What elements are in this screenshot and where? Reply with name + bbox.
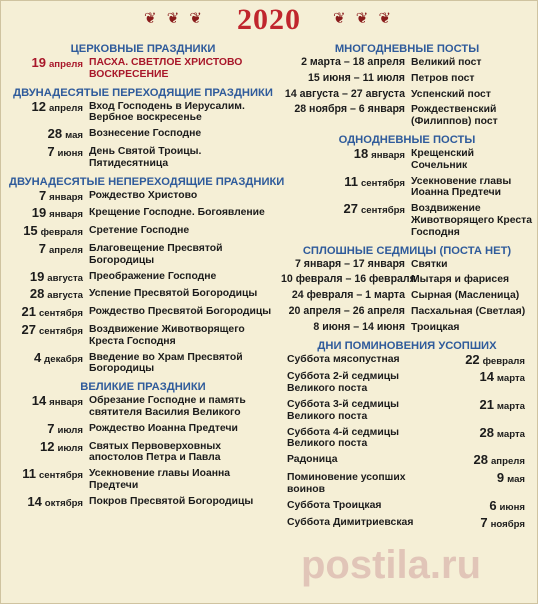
date-range: 14 августа – 27 августа — [284, 87, 405, 100]
date-range: 2 марта – 18 апреля — [301, 56, 405, 68]
month: апреля — [48, 59, 83, 70]
holiday-name: Преображение Господне — [89, 270, 217, 282]
list-item — [281, 424, 533, 451]
day: 28 — [29, 286, 45, 302]
month: марта — [496, 373, 525, 385]
day: 28 — [473, 452, 489, 468]
section-title: МНОГОДНЕВНЫЕ ПОСТЫ — [334, 43, 480, 55]
oneday-fasts-section — [281, 132, 533, 239]
holiday-name: Обрезание Господне и память святителя Василия Великого — [89, 395, 246, 418]
list-item — [281, 306, 533, 318]
day: 21 — [21, 304, 37, 320]
day: 7 — [38, 240, 47, 256]
month: марта — [496, 400, 525, 412]
list-item — [9, 438, 277, 465]
day: 14 — [479, 369, 494, 385]
list-item — [9, 268, 277, 285]
list-item — [9, 98, 277, 125]
month: января — [49, 209, 83, 221]
fast-name: Воздвижение Животворящего Креста Господня — [411, 203, 533, 238]
memorial-name: Суббота Димитриевская — [287, 517, 414, 529]
list-item — [9, 187, 277, 204]
ornament-left: ❦ ❦ ❦ — [143, 10, 205, 27]
week-name: Святки — [411, 258, 448, 270]
day: 18 — [353, 145, 369, 161]
month: июля — [57, 442, 83, 454]
section-title: ДНИ ПОМИНОВЕНИЯ УСОПШИХ — [317, 339, 497, 352]
day: 7 — [480, 515, 488, 531]
list-item — [281, 396, 533, 423]
day: 27 — [21, 321, 37, 337]
day: 28 — [479, 424, 494, 440]
list-item — [9, 143, 277, 170]
date-range: 7 января – 17 января — [294, 257, 405, 270]
section-title: ЦЕРКОВНЫЕ ПРАЗДНИКИ — [70, 43, 216, 55]
memorial-name: Суббота Троицкая — [287, 499, 382, 511]
week-name: Троицкая — [411, 321, 460, 333]
month: мая — [507, 473, 525, 485]
holiday-name: Рождество Христово — [89, 189, 198, 201]
month: апреля — [48, 244, 83, 256]
day: 7 — [47, 420, 55, 436]
section-title: ДВУНАДЕСЯТЫЕ НЕПЕРЕХОДЯЩИЕ ПРАЗДНИКИ — [9, 175, 285, 188]
list-item — [281, 469, 533, 496]
holiday-name: Воздвижение Животворящего Креста Господня — [89, 323, 245, 347]
week-name: Мытаря и фарисея — [411, 274, 510, 286]
holiday-name: Сретение Господне — [89, 225, 190, 237]
list-item — [9, 493, 277, 510]
date-range: 24 февраля – 1 марта — [291, 289, 405, 302]
day: 22 — [465, 351, 480, 367]
day: 6 — [489, 497, 497, 513]
holiday-name: Рождество Иоанна Предтечи — [89, 422, 238, 434]
list-item — [9, 207, 277, 221]
holiday-name: ПАСХА. СВЕТЛОЕ ХРИСТОВО ВОСКРЕСЕНИЕ — [89, 57, 243, 80]
movable-feasts-section — [9, 85, 277, 170]
holiday-name: Святых Первоверховных апостолов Петра и Павла — [89, 440, 222, 464]
list-item — [281, 517, 533, 531]
list-item — [281, 89, 533, 101]
day: 14 — [27, 493, 42, 509]
month: января — [371, 149, 405, 161]
list-item — [281, 203, 533, 238]
list-item — [281, 57, 533, 69]
month: сентября — [38, 325, 83, 337]
list-item — [9, 57, 277, 81]
holiday-name: Введение во Храм Пресвятой Богородицы — [89, 351, 243, 375]
week-name: Пасхальная (Светлая) — [411, 305, 526, 317]
day: 19 — [31, 205, 47, 221]
month: ноября — [490, 519, 525, 531]
list-item — [281, 274, 533, 286]
list-item — [281, 322, 533, 334]
day: 12 — [40, 438, 55, 454]
section-title: ВЕЛИКИЕ ПРАЗДНИКИ — [80, 381, 206, 394]
month: декабря — [44, 353, 83, 365]
month: октября — [44, 497, 83, 509]
list-item — [9, 306, 277, 320]
month: апреля — [48, 102, 83, 114]
holiday-name: Вход Господень в Иерусалим. Вербное воскресенье — [89, 100, 245, 124]
year-title: 2020 — [237, 3, 301, 36]
month: июля — [57, 424, 83, 436]
day: 11 — [22, 466, 37, 482]
month: апреля — [490, 456, 525, 468]
month: февраля — [482, 355, 525, 367]
list-item — [9, 395, 277, 419]
date-range: 15 июня – 11 июля — [308, 71, 405, 84]
list-item — [9, 468, 277, 492]
fast-name: Петров пост — [411, 72, 475, 84]
holiday-name: Вознесение Господне — [89, 128, 202, 140]
day: 14 — [31, 393, 47, 409]
month: июня — [57, 147, 83, 159]
fast-name: Успенский пост — [411, 88, 491, 100]
right-column — [281, 41, 533, 535]
day: 27 — [343, 201, 359, 217]
memorial-name: Суббота мясопустная — [287, 353, 400, 365]
date-range: 10 февраля – 16 февраля — [281, 273, 416, 286]
list-item — [9, 240, 277, 267]
solid-weeks-section — [281, 243, 533, 334]
month: января — [49, 397, 83, 409]
section-title: ДВУНАДЕСЯТЫЕ ПЕРЕХОДЯЩИЕ ПРАЗДНИКИ — [13, 86, 273, 99]
day: 15 — [23, 223, 38, 239]
list-item — [281, 259, 533, 271]
header — [1, 1, 537, 35]
memorial-name: Суббота 4-й седмицы Великого поста — [287, 426, 399, 450]
fast-name: Усекновение главы Иоанна Предтечи — [411, 175, 512, 199]
list-item — [281, 371, 533, 395]
holiday-name: Усекновение главы Иоанна Предтечи — [89, 468, 231, 491]
memorial-name: Радоница — [287, 454, 338, 466]
fast-name: Крещенский Сочельник — [411, 147, 475, 171]
day: 7 — [38, 187, 47, 203]
month: января — [49, 191, 83, 203]
memorial-days-section — [281, 338, 533, 532]
church-holidays-section — [9, 41, 277, 81]
day: 4 — [33, 349, 42, 365]
month: марта — [496, 428, 525, 440]
memorial-name: Поминовение усопших воинов — [287, 471, 406, 495]
fast-name: Великий пост — [411, 57, 482, 68]
day: 9 — [496, 469, 505, 485]
holiday-name: Крещение Господне. Богоявление — [89, 207, 265, 219]
holiday-name: Успение Пресвятой Богородицы — [89, 288, 258, 300]
day: 7 — [47, 143, 55, 159]
list-item — [281, 497, 533, 514]
month: июня — [499, 501, 525, 513]
list-item — [9, 225, 277, 239]
month: сентября — [360, 205, 405, 217]
fixed-feasts-section — [9, 174, 285, 376]
week-name: Сырная (Масленица) — [411, 290, 520, 302]
list-item — [9, 420, 277, 437]
fast-name: Рождественский (Филиппов) пост — [411, 104, 498, 128]
section-title: ОДНОДНЕВНЫЕ ПОСТЫ — [338, 133, 476, 146]
day: 19 — [29, 268, 45, 284]
list-item — [281, 104, 533, 128]
month: сентября — [360, 177, 405, 189]
month: августа — [47, 272, 83, 284]
month: февраля — [40, 227, 83, 239]
list-item — [9, 128, 277, 142]
holiday-name: Покров Пресвятой Богородицы — [89, 495, 254, 507]
month: мая — [65, 130, 83, 142]
day: 21 — [479, 396, 494, 412]
list-item — [281, 454, 533, 468]
day: 19 — [31, 55, 47, 70]
memorial-name: Суббота 2-й седмицы Великого поста — [287, 371, 399, 395]
list-item — [281, 290, 533, 302]
great-feasts-section — [9, 379, 277, 509]
list-item — [9, 288, 277, 302]
list-item — [9, 321, 277, 348]
month: сентября — [38, 470, 83, 482]
watermark: postila.ru — [301, 543, 482, 587]
month: сентября — [38, 308, 83, 320]
day: 11 — [344, 173, 359, 189]
date-range: 20 апреля – 26 апреля — [288, 304, 405, 317]
list-item — [9, 349, 277, 376]
list-item — [281, 145, 533, 172]
holiday-name: Рождество Пресвятой Богородицы — [89, 306, 272, 318]
multiday-fasts-section — [281, 41, 533, 128]
list-item — [281, 173, 533, 200]
list-item — [281, 351, 533, 368]
date-range: 28 ноября – 6 января — [294, 103, 405, 116]
date-range: 8 июня – 14 июня — [313, 320, 405, 333]
holiday-name: День Святой Троицы. Пятидесятница — [89, 145, 202, 169]
list-item — [281, 73, 533, 85]
day: 28 — [47, 126, 63, 142]
section-title: СПЛОШНЫЕ СЕДМИЦЫ (ПОСТА НЕТ) — [302, 244, 512, 257]
month: августа — [47, 290, 83, 302]
memorial-name: Суббота 3-й седмицы Великого поста — [287, 398, 399, 422]
holiday-name: Благовещение Пресвятой Богородицы — [89, 242, 223, 266]
ornament-right: ❦ ❦ ❦ — [333, 10, 395, 27]
left-column — [9, 41, 285, 514]
day: 12 — [31, 98, 47, 114]
